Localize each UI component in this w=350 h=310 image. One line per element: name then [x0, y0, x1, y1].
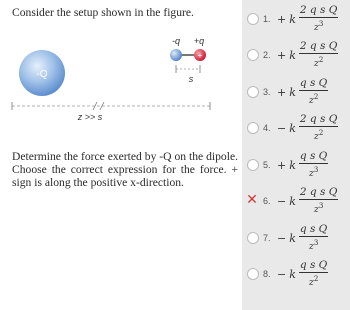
fraction-denominator	[309, 164, 318, 179]
fraction-numerator: 2 q s Q	[299, 185, 338, 198]
fraction	[299, 41, 338, 69]
option-number: 5.	[263, 160, 271, 170]
question-prompt: Determine the force exerted by -Q on the dipole. Choose the correct expression for the force. + sign is along the positive x-direction.	[12, 150, 238, 189]
coulomb-constant: k	[289, 158, 296, 172]
radio-button[interactable]	[247, 159, 259, 171]
answer-option-4[interactable]	[242, 113, 350, 143]
option-number: 4.	[263, 123, 271, 133]
coulomb-constant: k	[289, 194, 296, 208]
option-number: 1.	[263, 14, 271, 24]
fraction-numerator: q s Q	[299, 76, 328, 89]
denominator-power: 2	[313, 274, 319, 283]
expression-sign: +	[277, 85, 287, 99]
dipole-neg-label: -q	[171, 36, 181, 46]
denominator-power: 3	[313, 165, 319, 174]
setup-figure	[0, 30, 240, 142]
option-expression	[277, 223, 328, 253]
dipole-pos-label: +q	[193, 36, 205, 46]
option-expression	[277, 150, 328, 180]
radio-button[interactable]	[247, 122, 259, 134]
answer-option-6[interactable]	[242, 186, 350, 216]
fraction	[299, 260, 328, 288]
fraction-denominator	[309, 273, 318, 288]
option-expression	[277, 113, 338, 143]
denominator-variable: z	[313, 22, 319, 34]
denominator-variable: z	[313, 58, 319, 70]
fraction-denominator	[314, 127, 323, 142]
option-number: 2.	[263, 50, 271, 60]
question-intro: Consider the setup shown in the figure.	[12, 6, 194, 19]
fraction	[299, 151, 328, 179]
fraction-numerator: q s Q	[299, 258, 328, 271]
expression-sign: −	[277, 231, 287, 245]
expression-sign: +	[277, 158, 287, 172]
answer-option-7[interactable]	[242, 223, 350, 253]
radio-button[interactable]	[247, 49, 259, 61]
expression-sign: −	[277, 267, 287, 281]
answer-option-2[interactable]	[242, 40, 350, 70]
denominator-variable: z	[308, 277, 314, 289]
coulomb-constant: k	[289, 231, 296, 245]
radio-button[interactable]	[247, 268, 259, 280]
fraction	[299, 224, 328, 252]
fraction-numerator: 2 q s Q	[299, 3, 338, 16]
fraction	[299, 78, 328, 106]
big-charge-label: -Q	[36, 69, 48, 80]
fraction-denominator	[314, 18, 323, 33]
option-number: 7.	[263, 233, 271, 243]
fraction-numerator: 2 q s Q	[299, 112, 338, 125]
sep-label: s	[188, 74, 194, 84]
option-number: 3.	[263, 87, 271, 97]
coulomb-constant: k	[289, 48, 296, 62]
option-number: 6.	[263, 196, 271, 206]
denominator-power: 3	[313, 238, 319, 247]
answer-option-1[interactable]	[242, 4, 350, 34]
fraction-numerator: 2 q s Q	[299, 39, 338, 52]
fraction-denominator	[309, 237, 318, 252]
denominator-power: 2	[313, 92, 319, 101]
dipole-plus-sign: +	[197, 51, 203, 60]
radio-button[interactable]	[247, 86, 259, 98]
denominator-power: 3	[318, 201, 324, 210]
fraction	[299, 5, 338, 33]
option-expression	[277, 186, 338, 216]
expression-sign: −	[277, 194, 287, 208]
option-expression	[277, 4, 338, 34]
wrong-answer-icon: ✕	[246, 192, 258, 208]
coulomb-constant: k	[289, 85, 296, 99]
fraction	[299, 114, 338, 142]
denominator-variable: z	[308, 241, 314, 253]
fraction-denominator	[314, 54, 323, 69]
radio-button[interactable]	[247, 232, 259, 244]
denominator-variable: z	[313, 204, 319, 216]
fraction-numerator: q s Q	[299, 149, 328, 162]
option-expression	[277, 77, 328, 107]
denominator-variable: z	[313, 131, 319, 143]
fraction-denominator	[314, 200, 323, 215]
option-number: 8.	[263, 269, 271, 279]
denominator-variable: z	[308, 168, 314, 180]
fraction-denominator	[309, 91, 318, 106]
denominator-power: 3	[318, 19, 324, 28]
denominator-power: 2	[318, 55, 324, 64]
expression-sign: +	[277, 12, 287, 26]
answer-option-5[interactable]	[242, 150, 350, 180]
expression-sign: +	[277, 48, 287, 62]
answer-option-8[interactable]	[242, 259, 350, 289]
radio-button[interactable]	[247, 13, 259, 25]
answer-options-panel	[242, 0, 350, 310]
denominator-power: 2	[318, 128, 324, 137]
answer-option-3[interactable]	[242, 77, 350, 107]
dipole-negative-charge	[170, 49, 182, 61]
coulomb-constant: k	[289, 267, 296, 281]
distance-label: z >> s	[77, 112, 103, 122]
fraction-numerator: q s Q	[299, 222, 328, 235]
coulomb-constant: k	[289, 12, 296, 26]
option-expression	[277, 40, 338, 70]
denominator-variable: z	[308, 95, 314, 107]
fraction	[299, 187, 338, 215]
expression-sign: −	[277, 121, 287, 135]
coulomb-constant: k	[289, 121, 296, 135]
option-expression	[277, 259, 328, 289]
